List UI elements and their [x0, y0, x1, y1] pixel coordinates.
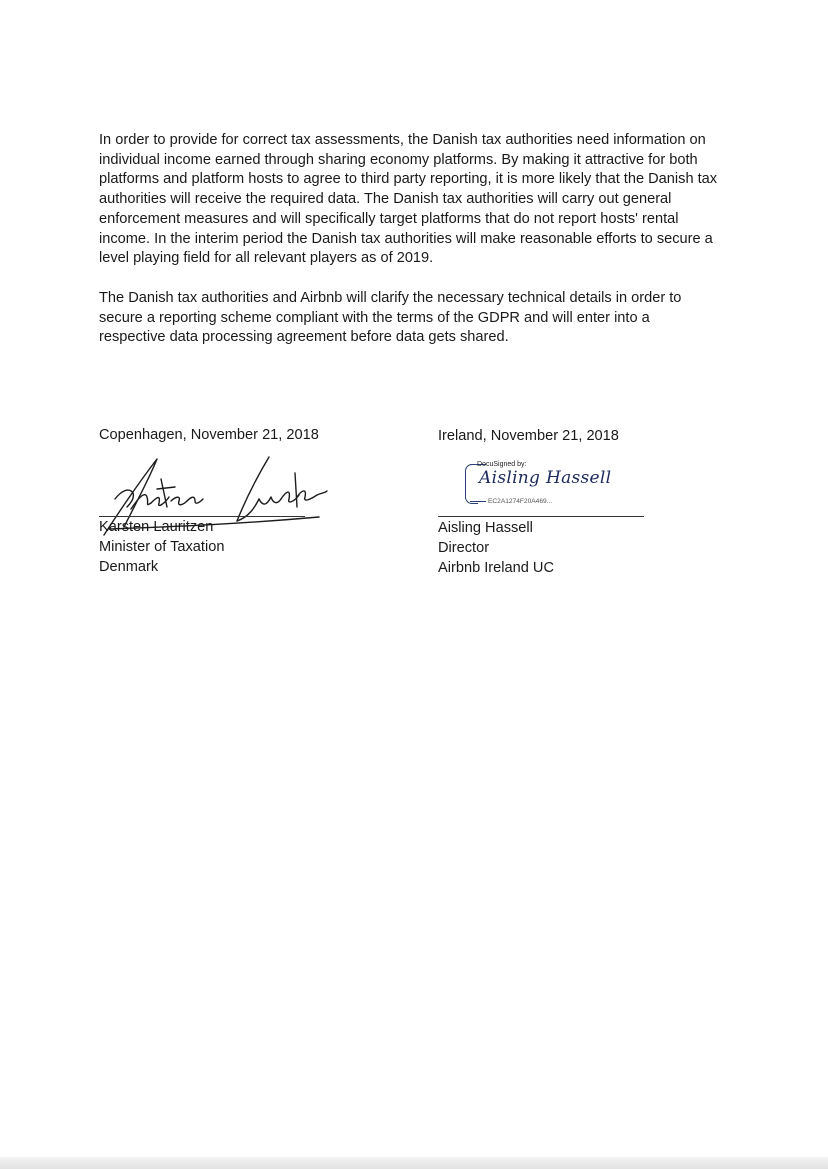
scan-bottom-edge: [0, 1157, 828, 1169]
signature-block-left: [99, 425, 339, 577]
signature-area-left: [99, 445, 339, 517]
signatory-organization-left: Denmark: [99, 559, 159, 575]
signatory-name-right: Aisling Hassell: [438, 520, 533, 536]
signatory-name-left: Karsten Lauritzen: [99, 519, 214, 535]
docusign-bracket: [465, 464, 478, 504]
signatory-title-right: Director: [438, 540, 490, 556]
body-paragraph-2: The Danish tax authorities and Airbnb will clarify the necessary technical details in order to secure a reporting scheme compliant with the terms of the GDPR and will enter into a respective data processing agreement before data gets shared.: [99, 290, 682, 346]
place-date-left: Copenhagen, November 21, 2018: [99, 427, 319, 443]
handwritten-signature-left: [99, 447, 329, 537]
docusign-envelope-id: EC2A1274F20A469...: [488, 498, 553, 505]
docusign-stamp: [465, 460, 612, 507]
docusign-bottom-rule: [470, 501, 486, 502]
electronic-signature-right: Aisling Hassell: [479, 468, 612, 488]
place-date-right: Ireland, November 21, 2018: [438, 428, 619, 444]
signatory-title-left: Minister of Taxation: [99, 539, 225, 555]
signature-line-left: [99, 516, 305, 517]
body-paragraph-1: In order to provide for correct tax assessments, the Danish tax authorities need information on individual income earned through sharing economy platforms. By making it attractive for both platforms and platform hosts to agree to third party reporting, it is more likely that the Danish tax authorities will receive the required data. The Danish tax authorities will carry out general enforcement measures and will specifically target platforms that do not report hosts' rental income. In the interim period the Danish tax authorities will make reasonable efforts to secure a level playing field for all relevant players as of 2019.: [99, 132, 718, 267]
signatory-organization-right: Airbnb Ireland UC: [438, 560, 554, 576]
signature-area-right: [438, 446, 678, 518]
signature-block-right: [438, 426, 678, 578]
signature-line-right: [438, 516, 644, 517]
docusign-label: DocuSigned by:: [477, 461, 527, 468]
